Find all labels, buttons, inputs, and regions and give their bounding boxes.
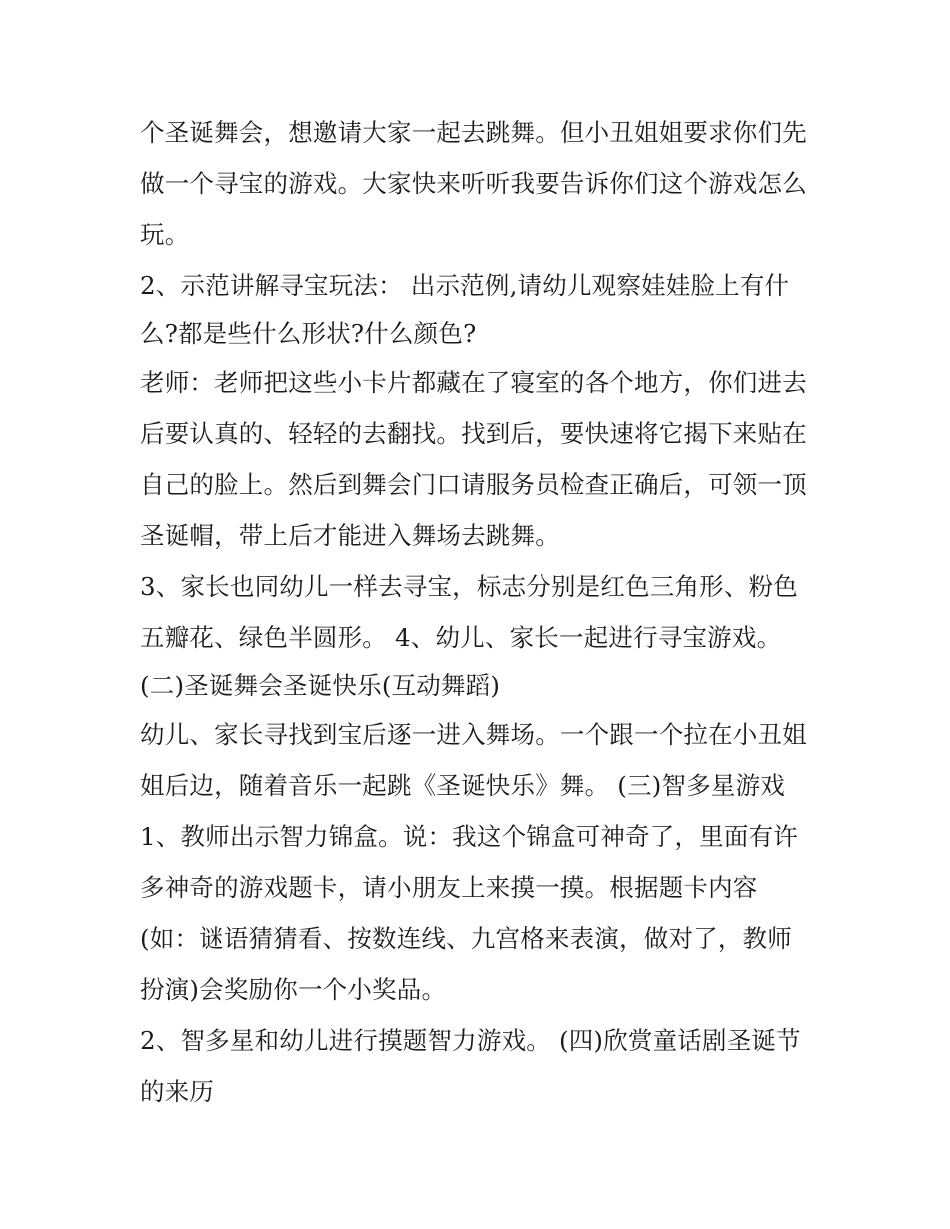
text-line: 做一个寻宝的游戏。大家快来听听我要告诉你们这个游戏怎么	[140, 169, 807, 198]
text-line: 2、智多星和幼儿进行摸题智力游戏。 (四)欣赏童话剧圣诞节	[140, 1026, 801, 1055]
text-line: 2、示范讲解寻宝玩法： 出示范例,请幼儿观察娃娃脸上有什	[140, 271, 790, 300]
document-body	[140, 107, 820, 1117]
text-line: (如：谜语猜猜看、按数连线、九宫格来表演，做对了，教师	[140, 924, 792, 953]
text-line: 3、家长也同幼儿一样去寻宝，标志分别是红色三角形、粉色	[140, 572, 798, 601]
text-line: 五瓣花、绿色半圆形。 4、幼儿、家长一起进行寻宝游戏。	[140, 623, 782, 652]
text-line: 的来历	[140, 1077, 215, 1106]
text-line: 么?都是些什么形状?什么颜色?	[140, 319, 477, 348]
text-line: 多神奇的游戏题卡，请小朋友上来摸一摸。根据题卡内容	[140, 873, 758, 902]
text-line: 后要认真的、轻轻的去翻找。找到后，要快速将它揭下来贴在	[140, 419, 807, 448]
text-line: 个圣诞舞会，想邀请大家一起去跳舞。但小丑姐姐要求你们先	[140, 118, 807, 147]
text-line: 自己的脸上。然后到舞会门口请服务员检查正确后，可领一顶	[140, 470, 807, 499]
text-line: 姐后边，随着音乐一起跳《圣诞快乐》舞。 (三)智多星游戏	[140, 771, 786, 800]
section-heading: (二)圣诞舞会圣诞快乐(互动舞蹈)	[140, 671, 501, 700]
text-line: 玩。	[140, 220, 190, 249]
text-line: 老师：老师把这些小卡片都藏在了寝室的各个地方，你们进去	[140, 368, 807, 397]
text-line: 幼儿、家长寻找到宝后逐一进入舞场。一个跟一个拉在小丑姐	[140, 720, 807, 749]
text-line: 圣诞帽，带上后才能进入舞场去跳舞。	[140, 521, 560, 550]
text-line: 1、教师出示智力锦盒。说：我这个锦盒可神奇了，里面有许	[140, 822, 798, 851]
text-line: 扮演)会奖励你一个小奖品。	[140, 975, 447, 1004]
